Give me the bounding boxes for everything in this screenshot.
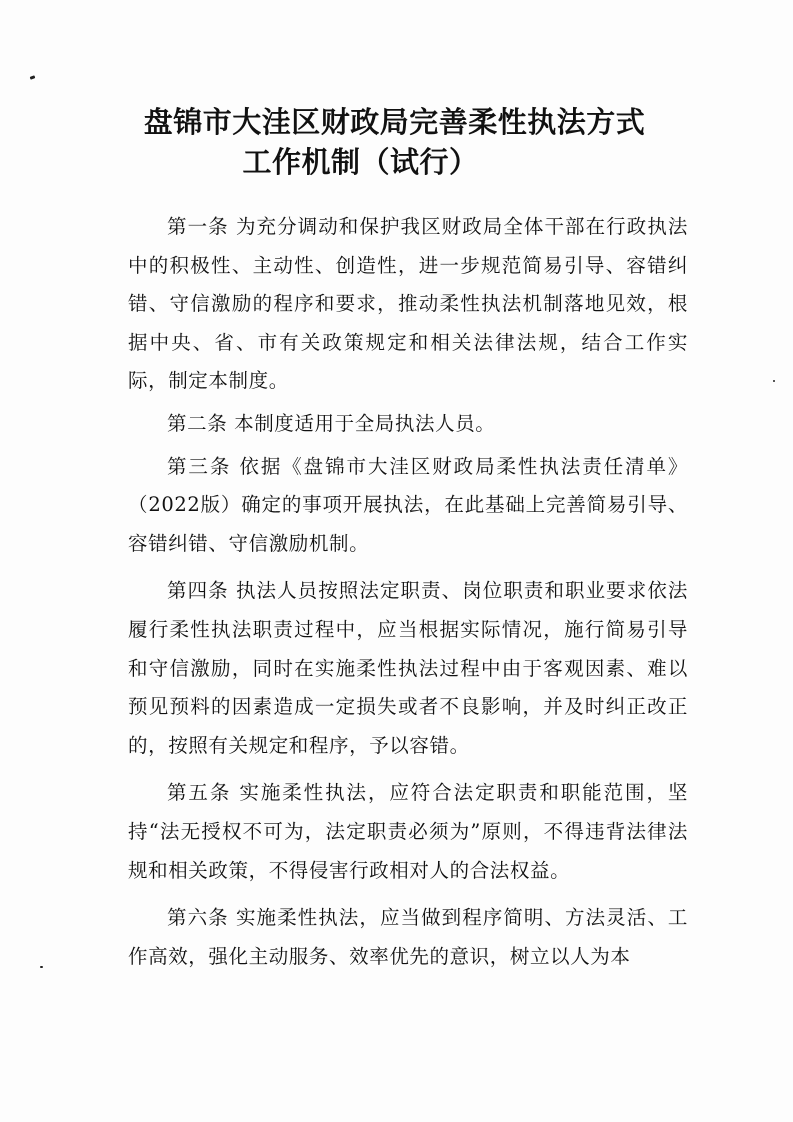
article-5: 第五条 实施柔性执法，应符合法定职责和职能范围，坚持“法无授权不可为，法定职责必须为”原则，不得违背法律法规和相关政策，不得侵害行政相对人的合法权益。 [128, 781, 688, 882]
document-title-line1: 盘锦市大洼区财政局完善柔性执法方式 [143, 105, 646, 139]
scan-mark [30, 75, 36, 80]
document-body [128, 208, 688, 976]
article-3: 第三条 依据《盘锦市大洼区财政局柔性执法责任清单》（2022版）确定的事项开展执法，在此基础上完善简易引导、容错纠错、守信激励机制。 [128, 454, 688, 555]
article-4: 第四条 执法人员按照法定职责、岗位职责和职业要求依法履行柔性执法职责过程中，应当根据实际情况，施行简易引导和守信激励，同时在实施柔性执法过程中由于客观因素、难以预见预料的因素造成一定损失或者不良影响，并及时纠正改正的，按照有关规定和程序，予以容错。 [128, 579, 688, 757]
article-2: 第二条 本制度适用于全局执法人员。 [167, 411, 496, 435]
article-6: 第六条 实施柔性执法，应当做到程序简明、方法灵活、工作高效，强化主动服务、效率优先的意识，树立以人为本 [128, 906, 688, 968]
scan-mark [773, 380, 775, 382]
scan-mark [40, 966, 43, 968]
article-1: 第一条 为充分调动和保护我区财政局全体干部在行政执法中的积极性、主动性、创造性，进一步规范简易引导、容错纠错、守信激励的程序和要求，推动柔性执法机制落地见效，根据中央、省、市有关政策规定和相关法律法规，结合工作实际，制定本制度。 [128, 215, 688, 393]
document-title-line2: 工作机制（试行） [242, 145, 479, 179]
